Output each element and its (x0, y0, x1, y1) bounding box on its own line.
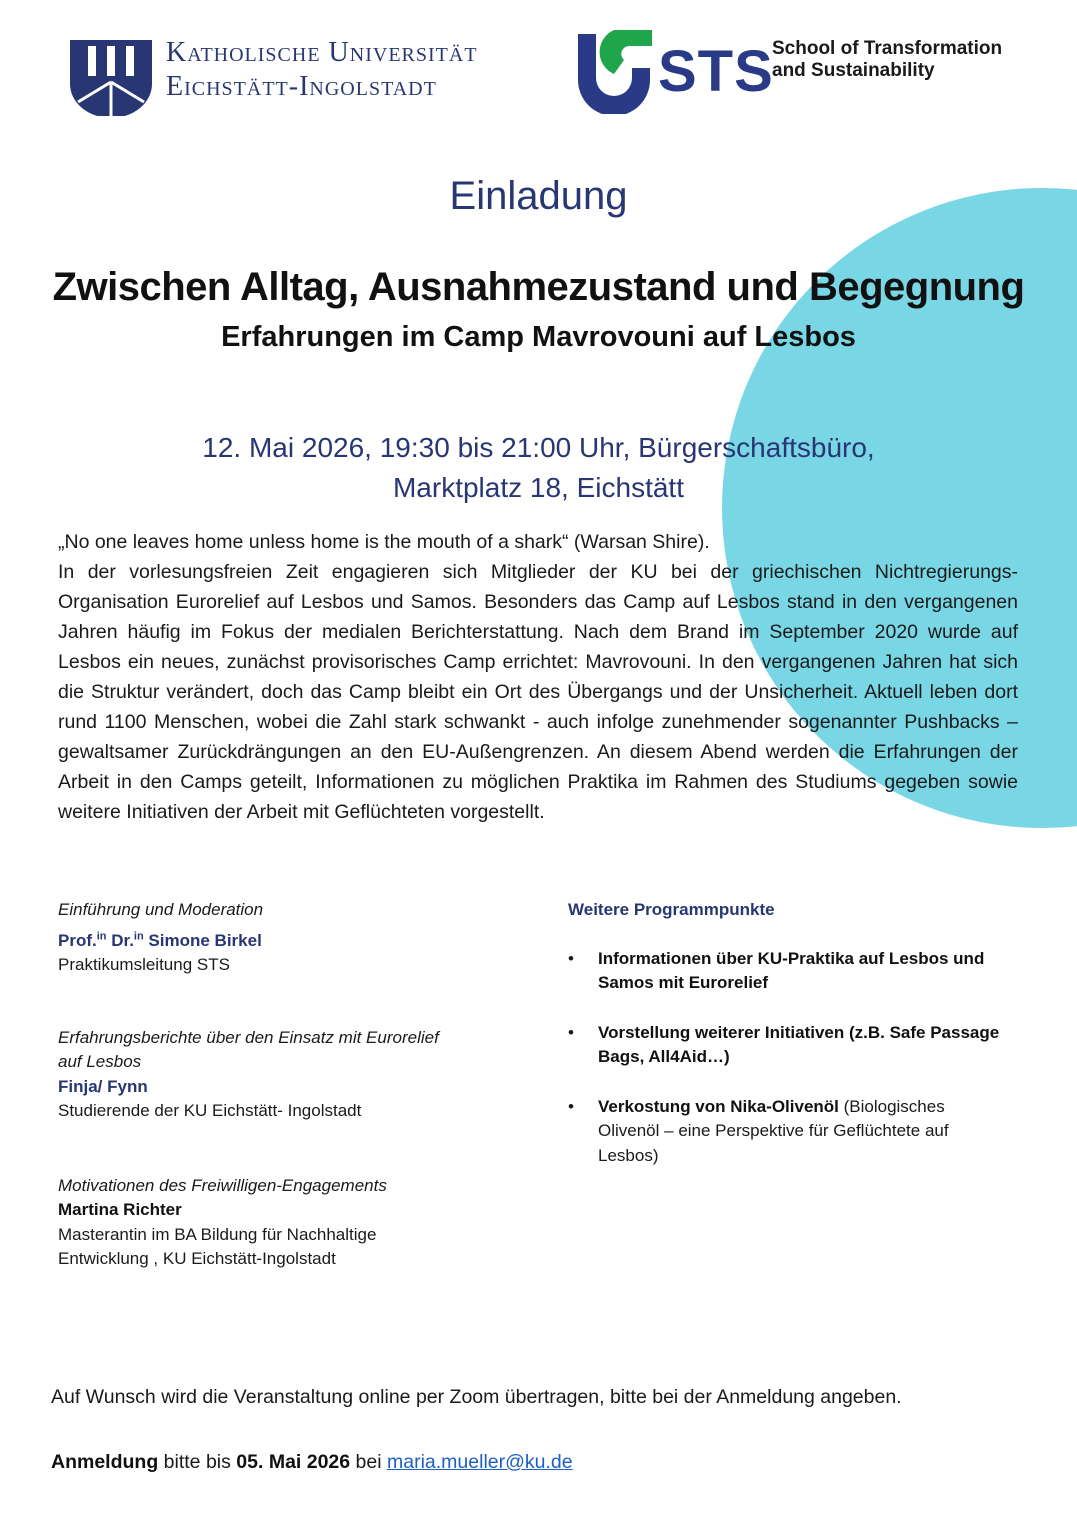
ku-crest-icon (70, 40, 152, 116)
bullet-icon: • (568, 1096, 574, 1116)
sts-letters: STS (658, 39, 774, 104)
list-item-bold: Verkostung von Nika-Olivenöl (598, 1096, 839, 1116)
zoom-note: Auf Wunsch wird die Veranstaltung online per Zoom übertragen, bitte bei der Anmeldung angeben. (51, 1386, 902, 1408)
program-reports (58, 1026, 518, 1124)
sts-tagline-line2: and Sustainability (772, 60, 935, 81)
list-item (568, 1021, 1008, 1070)
reports-label-line2: auf Lesbos (58, 1052, 142, 1071)
program-motivation (58, 1174, 518, 1272)
motivation-label: Motivationen des Freiwilligen-Engagements (58, 1175, 387, 1195)
list-item-bold: Vorstellung weiterer Initiativen (z.B. Safe Passage Bags, All4Aid…) (598, 1022, 1000, 1066)
motivation-speaker-name: Martina Richter (58, 1200, 182, 1219)
motivation-role-line2: Entwicklung , KU Eichstätt-Ingolstadt (58, 1249, 336, 1268)
event-subtitle: Erfahrungen im Camp Mavrovouni auf Lesbos (221, 321, 856, 353)
event-title: Zwischen Alltag, Ausnahmezustand und Begegnung (52, 265, 1025, 309)
description-paragraph: In der vorlesungsfreien Zeit engagieren sich Mitglieder der KU bei der griechischen Nichtregierungs-Organisation Eurorelief auf Lesbos und Samos. Besonders das Camp auf Lesbos stand in den vergangenen Jahren häufig im Fokus der medialen Berichterstattung. Nach dem Brand im September 2020 wurde auf Lesbos ein neues, zunächst provisorisches Camp errichtet: Mavrovouni. In den vergangenen Jahren hat sich die Struktur verändert, doch das Camp bleibt ein Ort des Übergangs und der Unsicherheit. Aktuell leben dort rund 1100 Menschen, wobei die Zahl stark schwankt - auch infolge zunehmender sogenannter Pushbacks – gewaltsamer Zurückdrängungen an den EU-Außengrenzen. An diesem Abend werden die Erfahrungen der Arbeit in den Camps geteilt, Informationen zu möglichen Praktika im Rahmen des Studiums gegeben sowie weitere Initiativen der Arbeit mit Geflüchteten vorgestellt. (58, 561, 1018, 823)
program-left-column (58, 898, 518, 1272)
registration-label: Anmeldung (51, 1451, 159, 1473)
invitation-heading: Einladung (449, 174, 628, 218)
reports-label-line1: Erfahrungsberichte über den Einsatz mit Eurorelief (58, 1027, 439, 1047)
motivation-role-line1: Masterantin im BA Bildung für Nachhaltige (58, 1224, 377, 1244)
bullet-icon: • (568, 948, 574, 968)
program-list (568, 947, 1008, 1169)
intro-speaker-role: Praktikumsleitung STS (58, 955, 230, 974)
reports-speaker-role: Studierende der KU Eichstätt- Ingolstadt (58, 1101, 362, 1120)
location-line: Marktplatz 18, Eichstätt (392, 472, 684, 503)
date-line: 12. Mai 2026, 19:30 bis 21:00 Uhr, Bürgerschaftsbüro, (202, 432, 875, 463)
ku-logo (70, 36, 540, 118)
bullet-icon: • (568, 1022, 574, 1042)
ku-name-line1: Katholische Universität (166, 37, 478, 68)
speaker-surname: Simone Birkel (143, 930, 262, 950)
list-item-text: (Biologisches Olivenöl – eine Perspektive für Geflüchtete auf Lesbos) (598, 1096, 949, 1165)
sts-tagline (772, 38, 1002, 82)
registration-line (51, 1448, 573, 1476)
speaker-title-dr: Dr. (106, 930, 134, 950)
registration-text: bitte bis (158, 1451, 237, 1473)
sts-logo (574, 28, 1014, 118)
speaker-title-sup: in (96, 929, 107, 942)
program-right-column (568, 898, 1008, 1193)
intro-speaker-name (58, 929, 518, 954)
program-intro (58, 898, 518, 978)
intro-label: Einführung und Moderation (58, 900, 264, 919)
date-location (0, 428, 1077, 508)
sts-mark-icon (574, 28, 654, 114)
email-link[interactable]: maria.mueller@ku.de (387, 1451, 573, 1473)
quote: „No one leaves home unless home is the mouth of a shark“ (Warsan Shire). (58, 531, 710, 553)
registration-deadline: 05. Mai 2026 (236, 1451, 351, 1473)
registration-text: bei (350, 1451, 387, 1473)
program-right-heading: Weitere Programmpunkte (568, 900, 775, 919)
speaker-title-prof: Prof. (58, 930, 97, 950)
speaker-title-sup: in (133, 929, 144, 942)
description (58, 527, 1018, 827)
ku-name-line2: Eichstätt-Ingolstadt (166, 71, 437, 102)
list-item-bold: Informationen über KU-Praktika auf Lesbos und Samos mit Eurorelief (598, 948, 985, 992)
reports-speaker-name: Finja/ Fynn (58, 1076, 148, 1096)
sts-tagline-line1: School of Transformation (772, 38, 1003, 59)
list-item (568, 947, 1008, 996)
list-item (568, 1095, 1008, 1169)
